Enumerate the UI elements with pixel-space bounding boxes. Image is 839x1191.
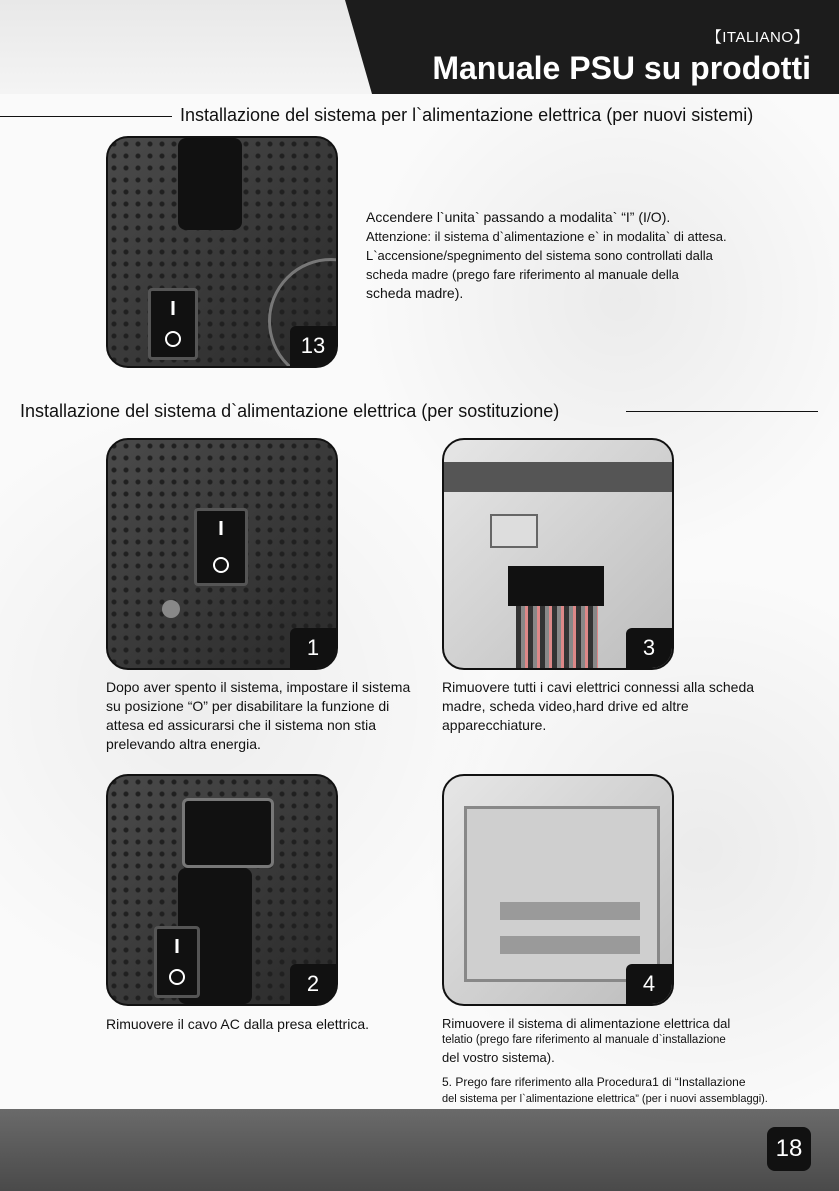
section2-heading: Installazione del sistema d`alimentazione elettrica (per sostituzione)	[20, 401, 560, 421]
chassis-frame-shape	[464, 806, 660, 982]
step-4-line: Rimuovere il sistema di alimentazione elettrica dal	[442, 1016, 731, 1031]
step-number-badge: 3	[626, 628, 672, 668]
step-number-badge: 1	[290, 628, 336, 668]
page-number: 18	[767, 1127, 811, 1171]
section1-text	[366, 208, 796, 303]
step-4-note-line: 5. Prego fare riferimento alla Procedura1 di “Installazione	[442, 1075, 746, 1089]
step-4-line: telatio (prego fare riferimento al manuale d`installazione	[442, 1034, 726, 1046]
section1-line: scheda madre).	[366, 285, 464, 301]
drive-bay-shape	[500, 936, 640, 954]
step-4-text	[442, 1015, 822, 1108]
step-4-note-line: del sistema per l`alimentazione elettrica” (per i nuovi assemblaggi).	[442, 1093, 768, 1105]
footer-band	[0, 1109, 839, 1191]
step-3-text: Rimuovere tutti i cavi elettrici connessi alla scheda madre, scheda video,hard drive ed altre apparecchiature.	[442, 679, 755, 733]
power-switch-shape	[194, 508, 248, 586]
cable-bundle-shape	[516, 606, 598, 668]
photo-step-2	[106, 774, 338, 1006]
section1-rule	[0, 116, 172, 117]
language-label: 【ITALIANO】	[706, 29, 809, 46]
section1-line: L`accensione/spegnimento del sistema sono controllati dalla	[366, 248, 713, 263]
section1-heading: Installazione del sistema per l`alimentazione elettrica (per nuovi sistemi)	[180, 105, 754, 125]
step-number-badge: 13	[290, 326, 336, 366]
page-title: Manuale PSU su prodotti	[432, 50, 811, 86]
power-switch-shape	[148, 288, 198, 360]
power-switch-shape	[154, 926, 200, 998]
power-cord-shape	[178, 138, 242, 230]
step-number-badge: 2	[290, 964, 336, 1004]
motherboard-slot-shape	[444, 462, 672, 492]
photo-step-1	[106, 438, 338, 670]
atx-connector-shape	[490, 514, 538, 548]
screw-shape	[162, 600, 180, 618]
section1-line: Attenzione: il sistema d`alimentazione e` in modalita` di attesa.	[366, 229, 727, 244]
section1-line: scheda madre (prego fare riferimento al manuale della	[366, 267, 679, 282]
step-1-text: Dopo aver spento il sistema, impostare il sistema su posizione “O” per disabilitare la funzione di attesa ed assicurarsi che il sistema non stia prelevando altra energia.	[106, 679, 411, 752]
photo-step-3	[442, 438, 674, 670]
header-light-band	[0, 0, 400, 94]
section1-line: Accendere l`unita` passando a modalita` “I” (I/O).	[366, 209, 671, 225]
section2-rule	[626, 411, 818, 412]
step-2-text: Rimuovere il cavo AC dalla presa elettrica.	[106, 1016, 370, 1032]
ac-socket-shape	[182, 798, 274, 868]
photo-step-4	[442, 774, 674, 1006]
drive-bay-shape	[500, 902, 640, 920]
photo-step-13	[106, 136, 338, 368]
step-number-badge: 4	[626, 964, 672, 1004]
step-4-line: del vostro sistema).	[442, 1050, 555, 1065]
atx-plug-shape	[508, 566, 604, 606]
